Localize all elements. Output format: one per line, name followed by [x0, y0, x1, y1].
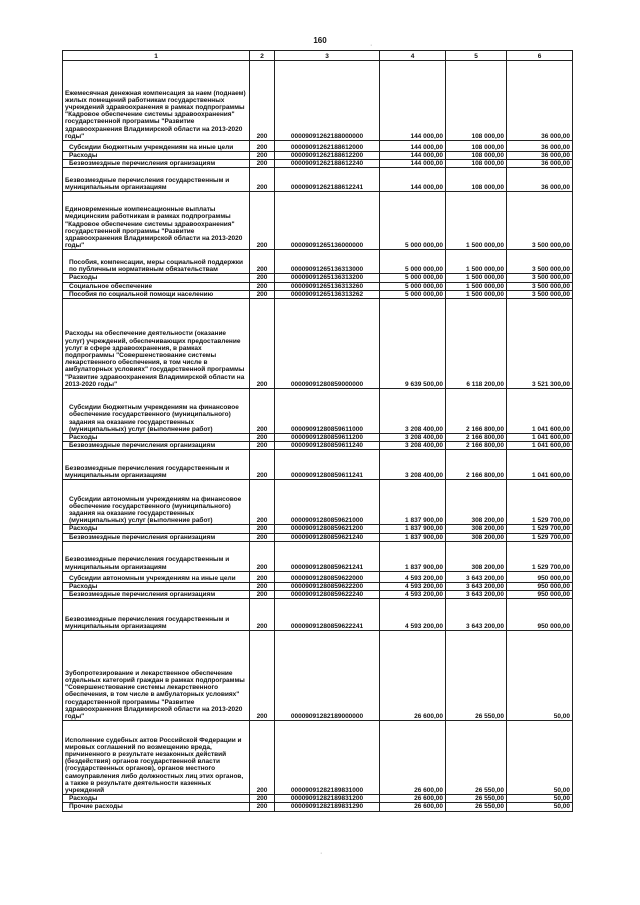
table-row [63, 525, 573, 533]
row-amount-6: 3 500 000,00 [507, 290, 573, 298]
row-amount-total: 5 000 000,00 [380, 274, 446, 282]
row-amount-5: 308 200,00 [446, 541, 507, 571]
table-row [63, 274, 573, 282]
row-line-code: 200 [250, 299, 275, 389]
row-amount-total: 144 000,00 [380, 160, 446, 168]
col-header-1: 1 [63, 51, 250, 61]
row-amount-6: 1 041 600,00 [507, 450, 573, 480]
col-header-4: 4 [380, 51, 446, 61]
row-amount-6: 3 500 000,00 [507, 274, 573, 282]
page-number: 160 [313, 36, 327, 45]
row-amount-5: 2 166 800,00 [446, 434, 507, 442]
row-amount-5: 26 550,00 [446, 795, 507, 803]
row-amount-6: 50,00 [507, 631, 573, 721]
row-amount-5: 3 643 200,00 [446, 571, 507, 582]
row-description: Субсидии бюджетным учреждениям на финансовое обеспечение государственного (муниципального) задания на оказание государственных (муниципальных) услуг (выполнение работ) [63, 389, 250, 434]
row-line-code: 200 [250, 389, 275, 434]
row-amount-6: 950 000,00 [507, 591, 573, 599]
row-line-code: 200 [250, 582, 275, 590]
row-amount-6: 50,00 [507, 795, 573, 803]
row-line-code: 200 [250, 250, 275, 274]
row-amount-total: 144 000,00 [380, 141, 446, 152]
col-header-3: 3 [275, 51, 380, 61]
table-row [63, 290, 573, 298]
row-amount-5: 108 000,00 [446, 160, 507, 168]
row-description: Расходы на обеспечение деятельности (оказание услуг) учреждений, обеспечивающих предоставление услуг в сфере здравоохранения, в рамках подпрограммы "Совершенствование системы лекарственного обеспечения, в том числе в амбулаторных условиях" государственной программы "Развитие здравоохранения Владимирской области на 2013-2020 годы" [63, 299, 250, 389]
row-amount-total: 4 593 200,00 [380, 591, 446, 599]
row-budget-code: 00009091280859622000 [275, 571, 380, 582]
table-row [63, 582, 573, 590]
row-line-code: 200 [250, 533, 275, 541]
row-description: Зубопротезирование и лекарственное обеспечение отдельных категорий граждан в рамках подпрограммы "Совершенствование системы лекарственного обеспечения, в том числе в амбулаторных условиях" государственной программы "Развитие здравоохранения Владимирской области на 2013-2020 годы" [63, 631, 250, 721]
table-row [63, 533, 573, 541]
col-header-6: 6 [507, 51, 573, 61]
row-description: Безвозмездные перечисления организациям [63, 160, 250, 168]
row-amount-6: 950 000,00 [507, 599, 573, 631]
row-description: Безвозмездные перечисления организациям [63, 442, 250, 450]
row-budget-code: 00009091280859611000 [275, 389, 380, 434]
row-amount-total: 1 837 900,00 [380, 541, 446, 571]
row-budget-code: 00009091262188612000 [275, 141, 380, 152]
row-budget-code: 00009091280859611200 [275, 434, 380, 442]
row-amount-total: 4 593 200,00 [380, 599, 446, 631]
table-row [63, 591, 573, 599]
row-line-code: 200 [250, 160, 275, 168]
row-amount-total: 144 000,00 [380, 152, 446, 160]
header-row [63, 51, 573, 61]
table-row [63, 192, 573, 250]
row-amount-5: 1 500 000,00 [446, 192, 507, 250]
row-amount-6: 1 041 600,00 [507, 389, 573, 434]
row-amount-6: 1 041 600,00 [507, 442, 573, 450]
row-line-code: 200 [250, 282, 275, 290]
row-amount-5: 2 166 800,00 [446, 442, 507, 450]
row-amount-6: 36 000,00 [507, 141, 573, 152]
row-line-code: 200 [250, 290, 275, 298]
row-budget-code: 00009091265136313200 [275, 274, 380, 282]
row-amount-6: 1 529 700,00 [507, 533, 573, 541]
row-amount-total: 26 600,00 [380, 721, 446, 795]
row-budget-code: 00009091282189000000 [275, 631, 380, 721]
row-amount-6: 3 500 000,00 [507, 192, 573, 250]
row-description: Социальное обеспечение [63, 282, 250, 290]
row-line-code: 200 [250, 61, 275, 141]
table-row [63, 571, 573, 582]
row-budget-code: 00009091280859621240 [275, 533, 380, 541]
row-line-code: 200 [250, 480, 275, 525]
row-amount-total: 9 639 500,00 [380, 299, 446, 389]
row-budget-code: 00009091280859622200 [275, 582, 380, 590]
row-description: Расходы [63, 582, 250, 590]
table-row [63, 160, 573, 168]
row-amount-total: 144 000,00 [380, 168, 446, 192]
row-amount-6: 36 000,00 [507, 168, 573, 192]
row-budget-code: 00009091280859622240 [275, 591, 380, 599]
row-budget-code: 00009091280859621000 [275, 480, 380, 525]
row-amount-5: 3 643 200,00 [446, 582, 507, 590]
row-line-code: 200 [250, 631, 275, 721]
row-amount-6: 50,00 [507, 803, 573, 811]
row-amount-total: 1 837 900,00 [380, 533, 446, 541]
row-amount-total: 5 000 000,00 [380, 282, 446, 290]
row-amount-6: 1 529 700,00 [507, 541, 573, 571]
row-line-code: 200 [250, 152, 275, 160]
row-amount-5: 2 166 800,00 [446, 450, 507, 480]
row-line-code: 200 [250, 450, 275, 480]
row-budget-code: 00009091282189831290 [275, 803, 380, 811]
row-amount-5: 3 643 200,00 [446, 591, 507, 599]
row-description: Безвозмездные перечисления государственным и муниципальным организациям [63, 450, 250, 480]
table-row [63, 152, 573, 160]
row-amount-total: 5 000 000,00 [380, 290, 446, 298]
table-row [63, 250, 573, 274]
row-amount-5: 108 000,00 [446, 61, 507, 141]
row-amount-6: 3 500 000,00 [507, 282, 573, 290]
row-line-code: 200 [250, 442, 275, 450]
row-line-code: 200 [250, 541, 275, 571]
table-row [63, 389, 573, 434]
row-amount-total: 3 208 400,00 [380, 442, 446, 450]
row-description: Пособия по социальной помощи населению [63, 290, 250, 298]
row-amount-6: 1 529 700,00 [507, 525, 573, 533]
row-description: Расходы [63, 434, 250, 442]
table-row [63, 442, 573, 450]
row-description: Ежемесячная денежная компенсация за наем (поднаем) жилых помещений работникам государственных учреждений здравоохранения в рамках подпрограммы "Кадровое обеспечение системы здравоохранения" государственной программы "Развитие здравоохранения Владимирской области на 2013-2020 годы" [63, 61, 250, 141]
table-row [63, 141, 573, 152]
row-amount-5: 2 166 800,00 [446, 389, 507, 434]
row-amount-5: 26 550,00 [446, 721, 507, 795]
table-row [63, 450, 573, 480]
col-header-5: 5 [446, 51, 507, 61]
row-line-code: 200 [250, 274, 275, 282]
table-row [63, 61, 573, 141]
row-amount-total: 5 000 000,00 [380, 250, 446, 274]
row-line-code: 200 [250, 795, 275, 803]
budget-table [62, 50, 573, 812]
row-amount-5: 1 500 000,00 [446, 274, 507, 282]
row-amount-5: 108 000,00 [446, 141, 507, 152]
row-amount-total: 3 208 400,00 [380, 450, 446, 480]
row-budget-code: 00009091282189831000 [275, 721, 380, 795]
row-amount-5: 1 500 000,00 [446, 250, 507, 274]
row-description: Расходы [63, 152, 250, 160]
row-description: Безвозмездные перечисления государственным и муниципальным организациям [63, 168, 250, 192]
row-amount-6: 36 000,00 [507, 160, 573, 168]
row-amount-5: 1 500 000,00 [446, 290, 507, 298]
row-budget-code: 00009091280859611240 [275, 442, 380, 450]
row-budget-code: 00009091262188612200 [275, 152, 380, 160]
row-amount-5: 108 000,00 [446, 152, 507, 160]
table-row [63, 631, 573, 721]
table-row [63, 434, 573, 442]
row-amount-5: 308 200,00 [446, 533, 507, 541]
row-amount-6: 950 000,00 [507, 582, 573, 590]
row-budget-code: 00009091262188612240 [275, 160, 380, 168]
row-amount-5: 108 000,00 [446, 168, 507, 192]
row-amount-6: 50,00 [507, 721, 573, 795]
row-amount-6: 36 000,00 [507, 152, 573, 160]
row-amount-5: 3 643 200,00 [446, 599, 507, 631]
row-amount-6: 36 000,00 [507, 61, 573, 141]
row-description: Безвозмездные перечисления государственным и муниципальным организациям [63, 599, 250, 631]
row-budget-code: 00009091262188612241 [275, 168, 380, 192]
row-line-code: 200 [250, 803, 275, 811]
row-description: Пособия, компенсации, меры социальной поддержки по публичным нормативным обязательствам [63, 250, 250, 274]
row-description: Субсидии бюджетным учреждениям на иные цели [63, 141, 250, 152]
col-header-2: 2 [250, 51, 275, 61]
row-budget-code: 00009091280859622241 [275, 599, 380, 631]
table-row [63, 282, 573, 290]
row-amount-total: 5 000 000,00 [380, 192, 446, 250]
row-description: Безвозмездные перечисления государственным и муниципальным организациям [63, 541, 250, 571]
row-amount-total: 4 593 200,00 [380, 582, 446, 590]
row-amount-total: 26 600,00 [380, 795, 446, 803]
row-amount-total: 3 208 400,00 [380, 434, 446, 442]
row-budget-code: 00009091280859000000 [275, 299, 380, 389]
row-budget-code: 00009091282189831200 [275, 795, 380, 803]
row-amount-5: 308 200,00 [446, 480, 507, 525]
row-amount-6: 3 500 000,00 [507, 250, 573, 274]
row-description: Безвозмездные перечисления организациям [63, 533, 250, 541]
row-amount-5: 6 118 200,00 [446, 299, 507, 389]
scan-speck: · [370, 42, 373, 49]
table-row [63, 541, 573, 571]
row-line-code: 200 [250, 599, 275, 631]
row-description: Расходы [63, 525, 250, 533]
table-body [63, 61, 573, 812]
row-amount-6: 1 529 700,00 [507, 480, 573, 525]
table-row [63, 795, 573, 803]
row-budget-code: 00009091280859611241 [275, 450, 380, 480]
row-amount-5: 308 200,00 [446, 525, 507, 533]
row-description: Безвозмездные перечисления организациям [63, 591, 250, 599]
row-amount-total: 1 837 900,00 [380, 525, 446, 533]
table-row [63, 480, 573, 525]
row-line-code: 200 [250, 571, 275, 582]
row-budget-code: 00009091262188000000 [275, 61, 380, 141]
scan-speck: · [320, 850, 323, 857]
row-budget-code: 00009091265136313260 [275, 282, 380, 290]
row-description: Прочие расходы [63, 803, 250, 811]
row-amount-5: 26 550,00 [446, 803, 507, 811]
row-line-code: 200 [250, 192, 275, 250]
table-row [63, 599, 573, 631]
row-description: Субсидии автономным учреждениям на финансовое обеспечение государственного (муниципального) задания на оказание государственных (муниципальных) услуг (выполнение работ) [63, 480, 250, 525]
row-amount-total: 4 593 200,00 [380, 571, 446, 582]
row-budget-code: 00009091280859621200 [275, 525, 380, 533]
row-description: Субсидии автономным учреждениям на иные цели [63, 571, 250, 582]
row-budget-code: 00009091265136313000 [275, 250, 380, 274]
row-amount-6: 1 041 600,00 [507, 434, 573, 442]
row-description: Единовременные компенсационные выплаты медицинским работникам в рамках подпрограммы "Кадровое обеспечение системы здравоохранения" государственной программы "Развитие здравоохранения Владимирской области на 2013-2020 годы" [63, 192, 250, 250]
row-amount-total: 144 000,00 [380, 61, 446, 141]
row-line-code: 200 [250, 591, 275, 599]
row-line-code: 200 [250, 434, 275, 442]
row-amount-5: 26 550,00 [446, 631, 507, 721]
row-description: Расходы [63, 274, 250, 282]
table-row [63, 721, 573, 795]
row-line-code: 200 [250, 525, 275, 533]
row-description: Исполнение судебных актов Российской Федерации и мировых соглашений по возмещению вреда, причиненного в результате незаконных действий (бездействия) органов государственной власти (государственных органов), органов местного самоуправления либо должностных лиц этих органов, а также в результате деятельности казенных учреждений [63, 721, 250, 795]
table-row [63, 168, 573, 192]
row-line-code: 200 [250, 141, 275, 152]
row-amount-total: 1 837 900,00 [380, 480, 446, 525]
row-amount-total: 26 600,00 [380, 631, 446, 721]
table-row [63, 299, 573, 389]
row-budget-code: 00009091280859621241 [275, 541, 380, 571]
row-line-code: 200 [250, 721, 275, 795]
row-amount-5: 1 500 000,00 [446, 282, 507, 290]
row-budget-code: 00009091265136000000 [275, 192, 380, 250]
row-amount-6: 3 521 300,00 [507, 299, 573, 389]
row-amount-6: 950 000,00 [507, 571, 573, 582]
row-line-code: 200 [250, 168, 275, 192]
table-row [63, 803, 573, 811]
row-amount-total: 26 600,00 [380, 803, 446, 811]
row-description: Расходы [63, 795, 250, 803]
row-amount-total: 3 208 400,00 [380, 389, 446, 434]
row-budget-code: 00009091265136313262 [275, 290, 380, 298]
